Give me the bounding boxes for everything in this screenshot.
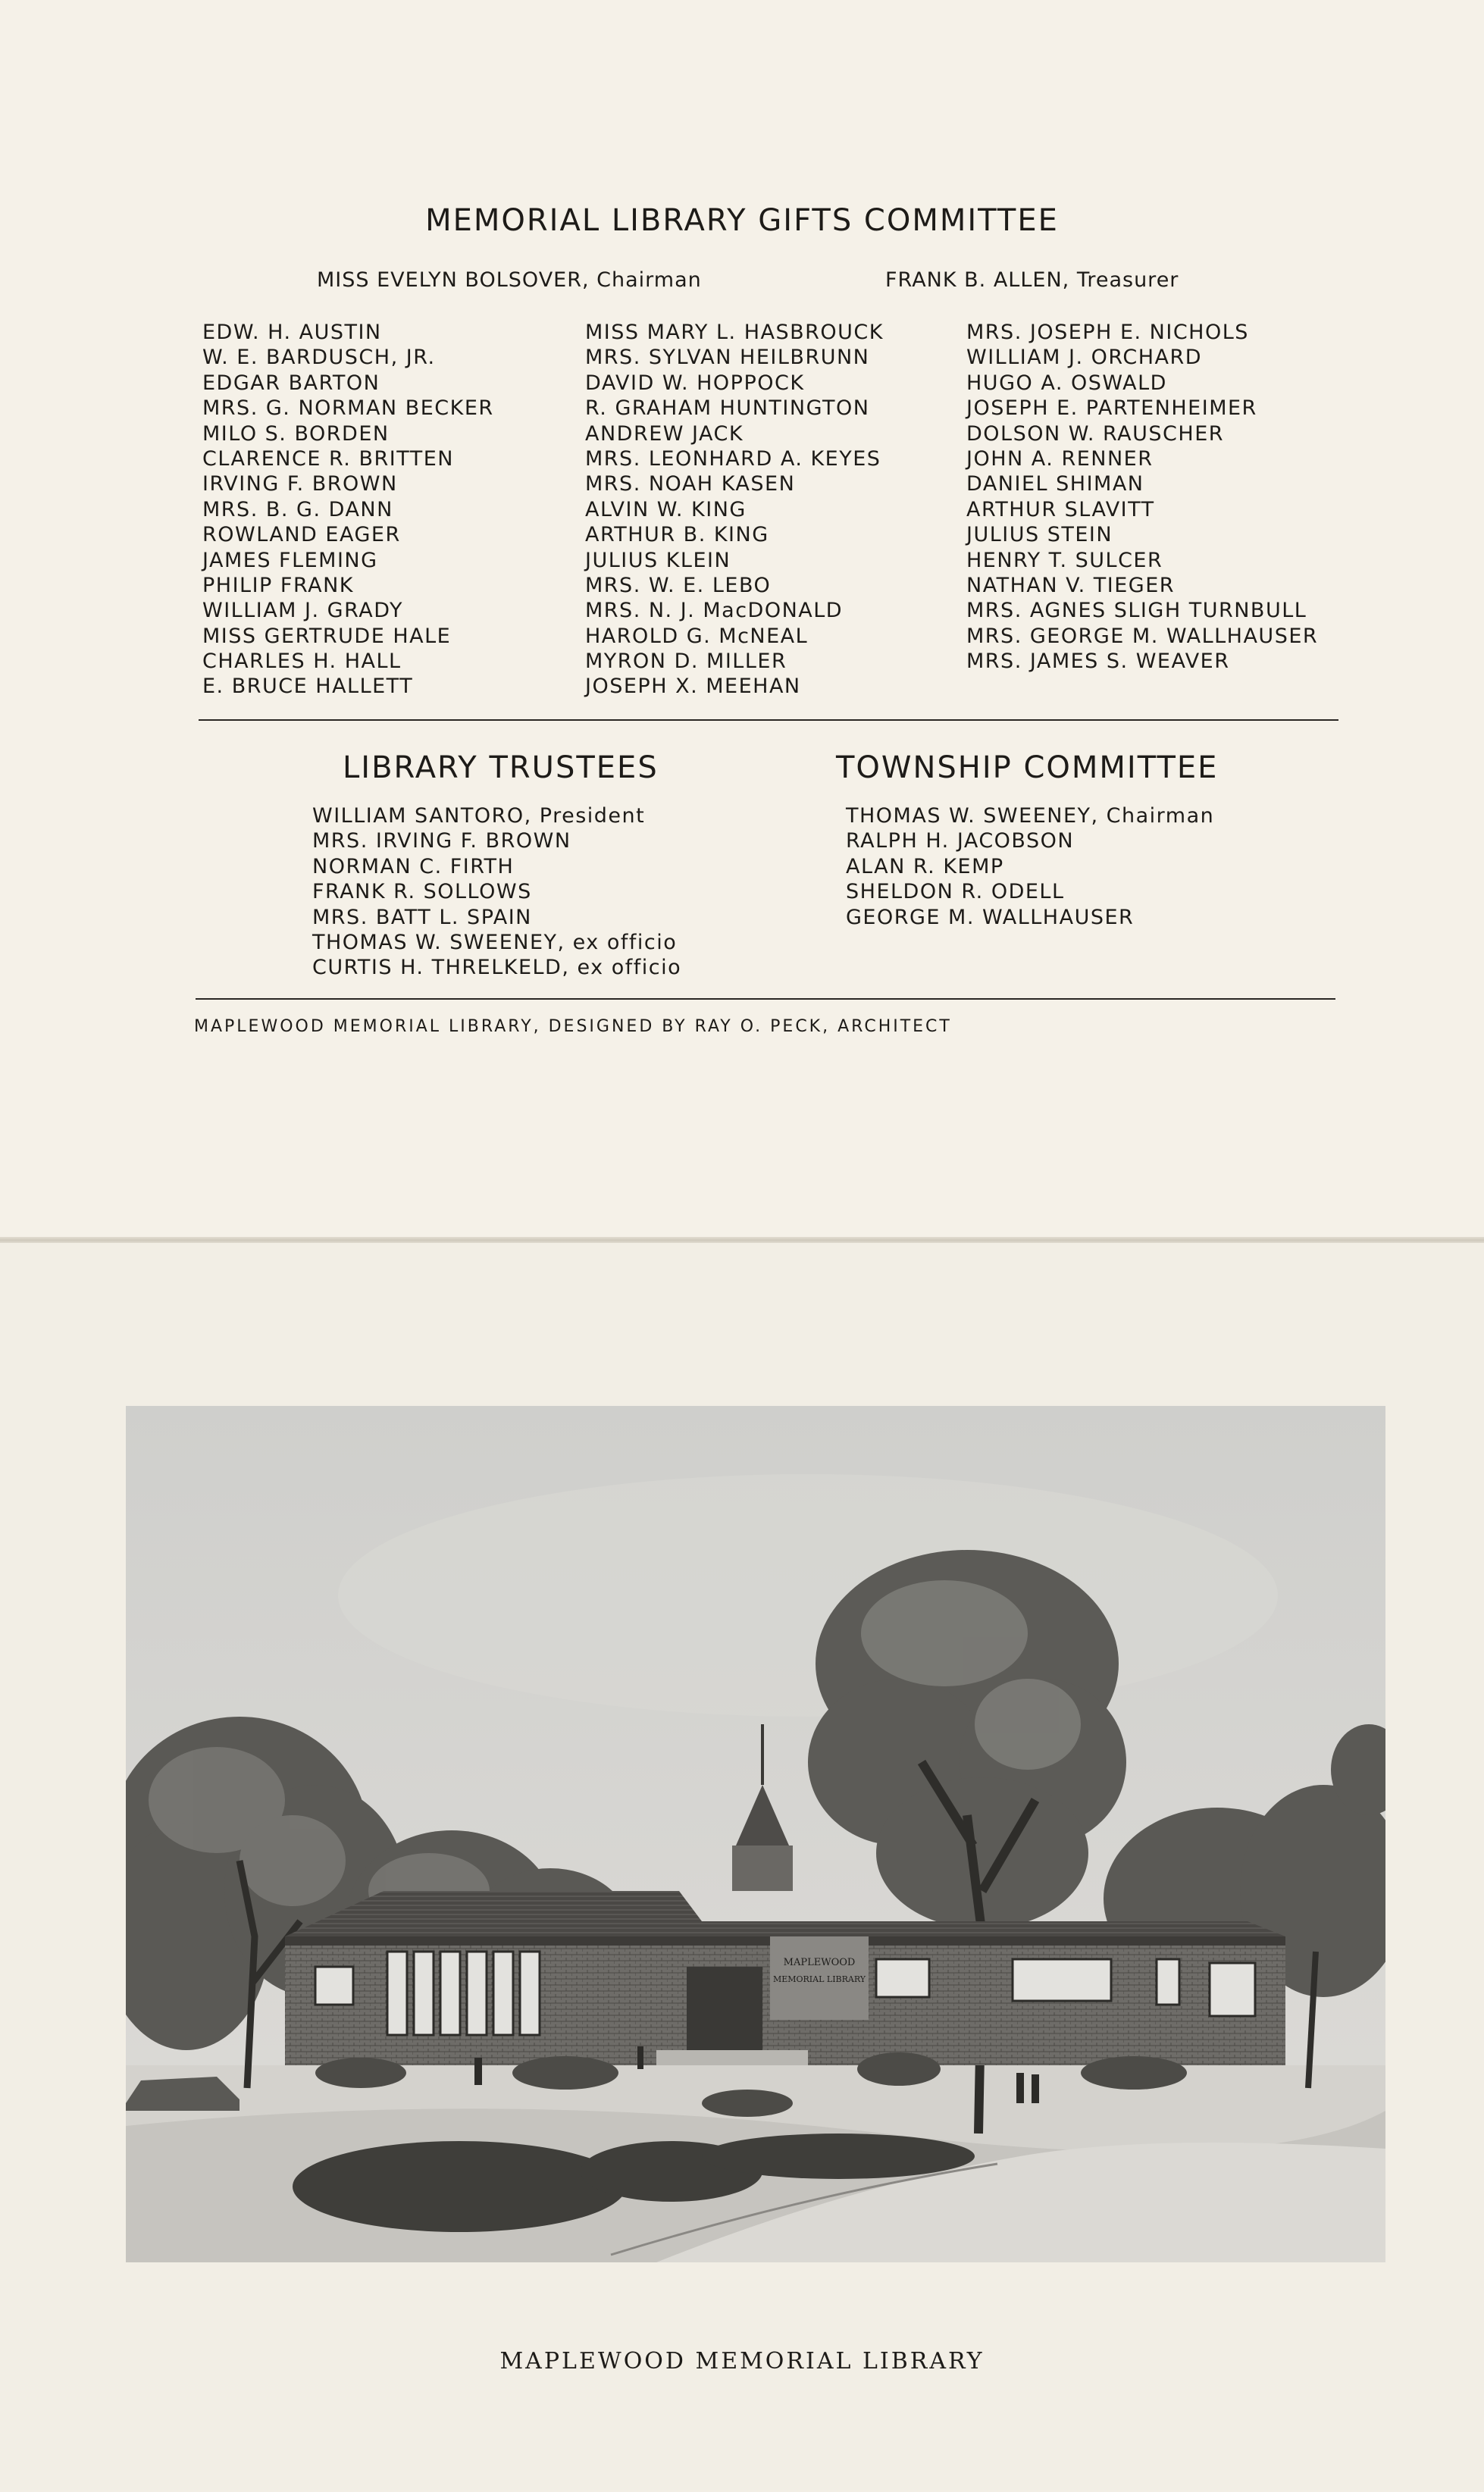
gifts-committee-column-3: [966, 320, 1318, 674]
trustee-member: MRS. BATT L. SPAIN: [312, 905, 532, 929]
township-member: ALAN R. KEMP: [846, 854, 1004, 878]
committee-member: W. E. BARDUSCH, JR.: [202, 346, 436, 370]
gifts-committee-treasurer: FRANK B. ALLEN, Treasurer: [885, 268, 1179, 292]
committee-member: MRS. JOSEPH E. NICHOLS: [966, 321, 1249, 344]
illustration-caption: MAPLEWOOD MEMORIAL LIBRARY: [499, 2348, 985, 2375]
committee-member: CHARLES H. HALL: [202, 650, 402, 674]
committee-member: MRS. AGNES SLIGH TURNBULL: [966, 599, 1307, 623]
committee-member: MRS. N. J. MacDONALD: [585, 599, 844, 623]
trustee-member: FRANK R. SOLLOWS: [312, 880, 532, 904]
township-committee-list: [846, 803, 1214, 930]
committee-member: MRS. LEONHARD A. KEYES: [585, 446, 881, 471]
committee-member: ARTHUR SLAVITT: [966, 497, 1155, 521]
committee-member: EDW. H. AUSTIN: [202, 321, 382, 344]
committee-member: MRS. GEORGE M. WALLHAUSER: [966, 624, 1319, 648]
committee-member: JULIUS STEIN: [966, 523, 1113, 547]
committee-member: EDGAR BARTON: [202, 371, 380, 395]
trustee-member: WILLIAM SANTORO, President: [312, 804, 646, 828]
committee-member: ALVIN W. KING: [585, 497, 747, 521]
library-drawing: [126, 1406, 1385, 2262]
gifts-committee-column-2: [585, 320, 884, 700]
township-member: SHELDON R. ODELL: [846, 880, 1065, 904]
committee-member: PHILIP FRANK: [202, 573, 354, 597]
architect-credit: MAPLEWOOD MEMORIAL LIBRARY, DESIGNED BY RAY O. PECK, ARCHITECT: [194, 1017, 952, 1036]
library-illustration: [126, 1406, 1385, 2262]
committee-member: MISS GERTRUDE HALE: [202, 624, 452, 648]
committee-member: JAMES FLEMING: [202, 548, 378, 572]
committee-member: DAVID W. HOPPOCK: [585, 371, 805, 395]
committee-member: MRS. B. G. DANN: [202, 497, 393, 521]
divider-rule: [199, 719, 1338, 721]
library-trustees-list: [312, 803, 681, 981]
committee-member: MRS. SYLVAN HEILBRUNN: [585, 346, 870, 370]
trustee-member: THOMAS W. SWEENEY, ex officio: [312, 930, 678, 954]
committee-member: MILO S. BORDEN: [202, 421, 390, 446]
committee-member: ROWLAND EAGER: [202, 523, 401, 547]
trustee-member: CURTIS H. THRELKELD, ex officio: [312, 956, 682, 980]
committee-member: MYRON D. MILLER: [585, 650, 787, 674]
committee-member: MRS. G. NORMAN BECKER: [202, 396, 494, 421]
committee-member: HUGO A. OSWALD: [966, 371, 1167, 395]
committee-member: WILLIAM J. ORCHARD: [966, 346, 1203, 370]
trustee-member: MRS. IRVING F. BROWN: [312, 829, 571, 853]
committee-member: HENRY T. SULCER: [966, 548, 1163, 572]
committee-member: ANDREW JACK: [585, 421, 744, 446]
committee-member: CLARENCE R. BRITTEN: [202, 446, 454, 471]
building-sign-line-1: MAPLEWOOD: [783, 1957, 856, 1968]
committee-member: MRS. NOAH KASEN: [585, 472, 796, 496]
committee-member: E. BRUCE HALLETT: [202, 675, 414, 699]
committee-member: IRVING F. BROWN: [202, 472, 398, 496]
committee-member: MRS. W. E. LEBO: [585, 573, 772, 597]
committee-member: ARTHUR B. KING: [585, 523, 769, 547]
committee-member: HAROLD G. McNEAL: [585, 624, 809, 648]
committee-member: JOSEPH E. PARTENHEIMER: [966, 396, 1257, 421]
trustee-member: NORMAN C. FIRTH: [312, 854, 515, 878]
committee-member: DOLSON W. RAUSCHER: [966, 421, 1225, 446]
gifts-committee-title: MEMORIAL LIBRARY GIFTS COMMITTEE: [425, 203, 1059, 238]
township-member: THOMAS W. SWEENEY, Chairman: [846, 804, 1215, 828]
library-trustees-title: LIBRARY TRUSTEES: [343, 750, 659, 785]
committee-member: DANIEL SHIMAN: [966, 472, 1144, 496]
committee-member: MRS. JAMES S. WEAVER: [966, 650, 1230, 674]
divider-rule: [196, 998, 1335, 1000]
gifts-committee-chairman: MISS EVELYN BOLSOVER, Chairman: [317, 268, 702, 292]
township-committee-title: TOWNSHIP COMMITTEE: [836, 750, 1219, 785]
committee-member: JOSEPH X. MEEHAN: [585, 675, 801, 699]
committee-member: JULIUS KLEIN: [585, 548, 731, 572]
committee-member: JOHN A. RENNER: [966, 446, 1154, 471]
committee-member: WILLIAM J. GRADY: [202, 599, 404, 623]
committee-member: R. GRAHAM HUNTINGTON: [585, 396, 870, 421]
gifts-committee-column-1: [202, 320, 494, 700]
township-member: RALPH H. JACOBSON: [846, 829, 1075, 853]
committee-member: NATHAN V. TIEGER: [966, 573, 1176, 597]
committee-member: MISS MARY L. HASBROUCK: [585, 321, 884, 344]
building-sign-line-2: MEMORIAL LIBRARY: [772, 1974, 866, 1984]
township-member: GEORGE M. WALLHAUSER: [846, 905, 1135, 929]
